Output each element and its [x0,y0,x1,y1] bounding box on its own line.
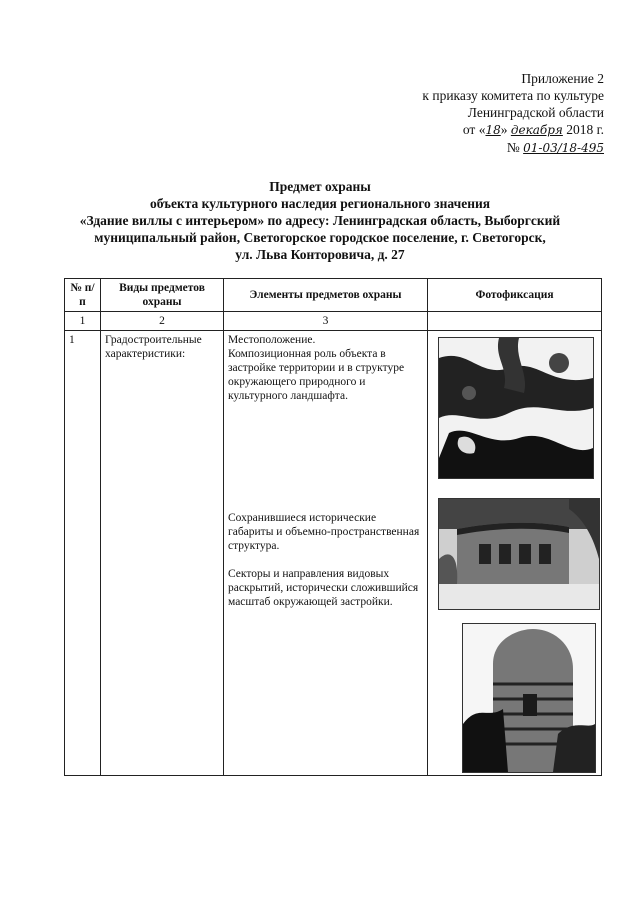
title-line-1: Предмет охраны [269,179,371,194]
aerial-map-image [439,338,593,478]
header-types: Виды предметов охраны [101,279,224,312]
title-line-5: ул. Льва Конторовича, д. 27 [235,247,405,262]
col-number-2: 2 [101,312,224,331]
tower-image [463,624,595,772]
date-day-handwritten: 18 [485,123,501,137]
table-header-row [65,279,602,312]
col-number-4 [428,312,602,331]
order-date: от «18» декабря 2018 г. [462,122,604,137]
date-month-handwritten: декабря [510,123,563,137]
appendix-label: Приложение 2 [521,71,604,86]
region-name: Ленинградской области [467,105,604,120]
element-view-sectors: Секторы и направления видовых раскрытий, исторически сложившийся масштаб окружающей застройки. [228,568,419,608]
element-location: Местоположение. [228,334,316,346]
order-reference: к приказу комитета по культуре [422,88,604,103]
column-number-row [65,312,602,331]
header-elements: Элементы предметов охраны [224,279,428,312]
row-photos [428,331,602,776]
row-elements [224,331,428,776]
table-row [65,331,602,776]
document-title [40,178,600,263]
appendix-header [364,70,604,157]
protection-table [64,278,602,776]
tower-photo [462,623,596,773]
element-composition: Композиционная роль объекта в застройке территории и в структуре окружающего природного и культурного ландшафта. [228,348,405,402]
element-dimensions: Сохранившиеся исторические габариты и объемно-пространственная структура. [228,512,420,552]
col-number-3: 3 [224,312,428,331]
title-line-3: «Здание виллы с интерьером» по адресу: Ленинградская область, Выборгский [79,213,561,228]
aerial-map-photo [438,337,594,479]
row-number: 1 [65,331,101,776]
col-number-1: 1 [65,312,101,331]
building-facade-image [439,499,599,609]
order-number-handwritten: 01-03/18-495 [523,141,604,155]
order-number: № 01-03/18-495 [506,140,604,155]
row-type: Градостроительные характеристики: [101,331,224,776]
building-facade-photo [438,498,600,610]
header-photos: Фотофиксация [428,279,602,312]
title-line-2: объекта культурного наследия регионального значения [149,196,491,211]
header-number: № п/п [65,279,101,312]
title-line-4: муниципальный район, Светогорское городское поселение, г. Светогорск, [94,230,546,245]
